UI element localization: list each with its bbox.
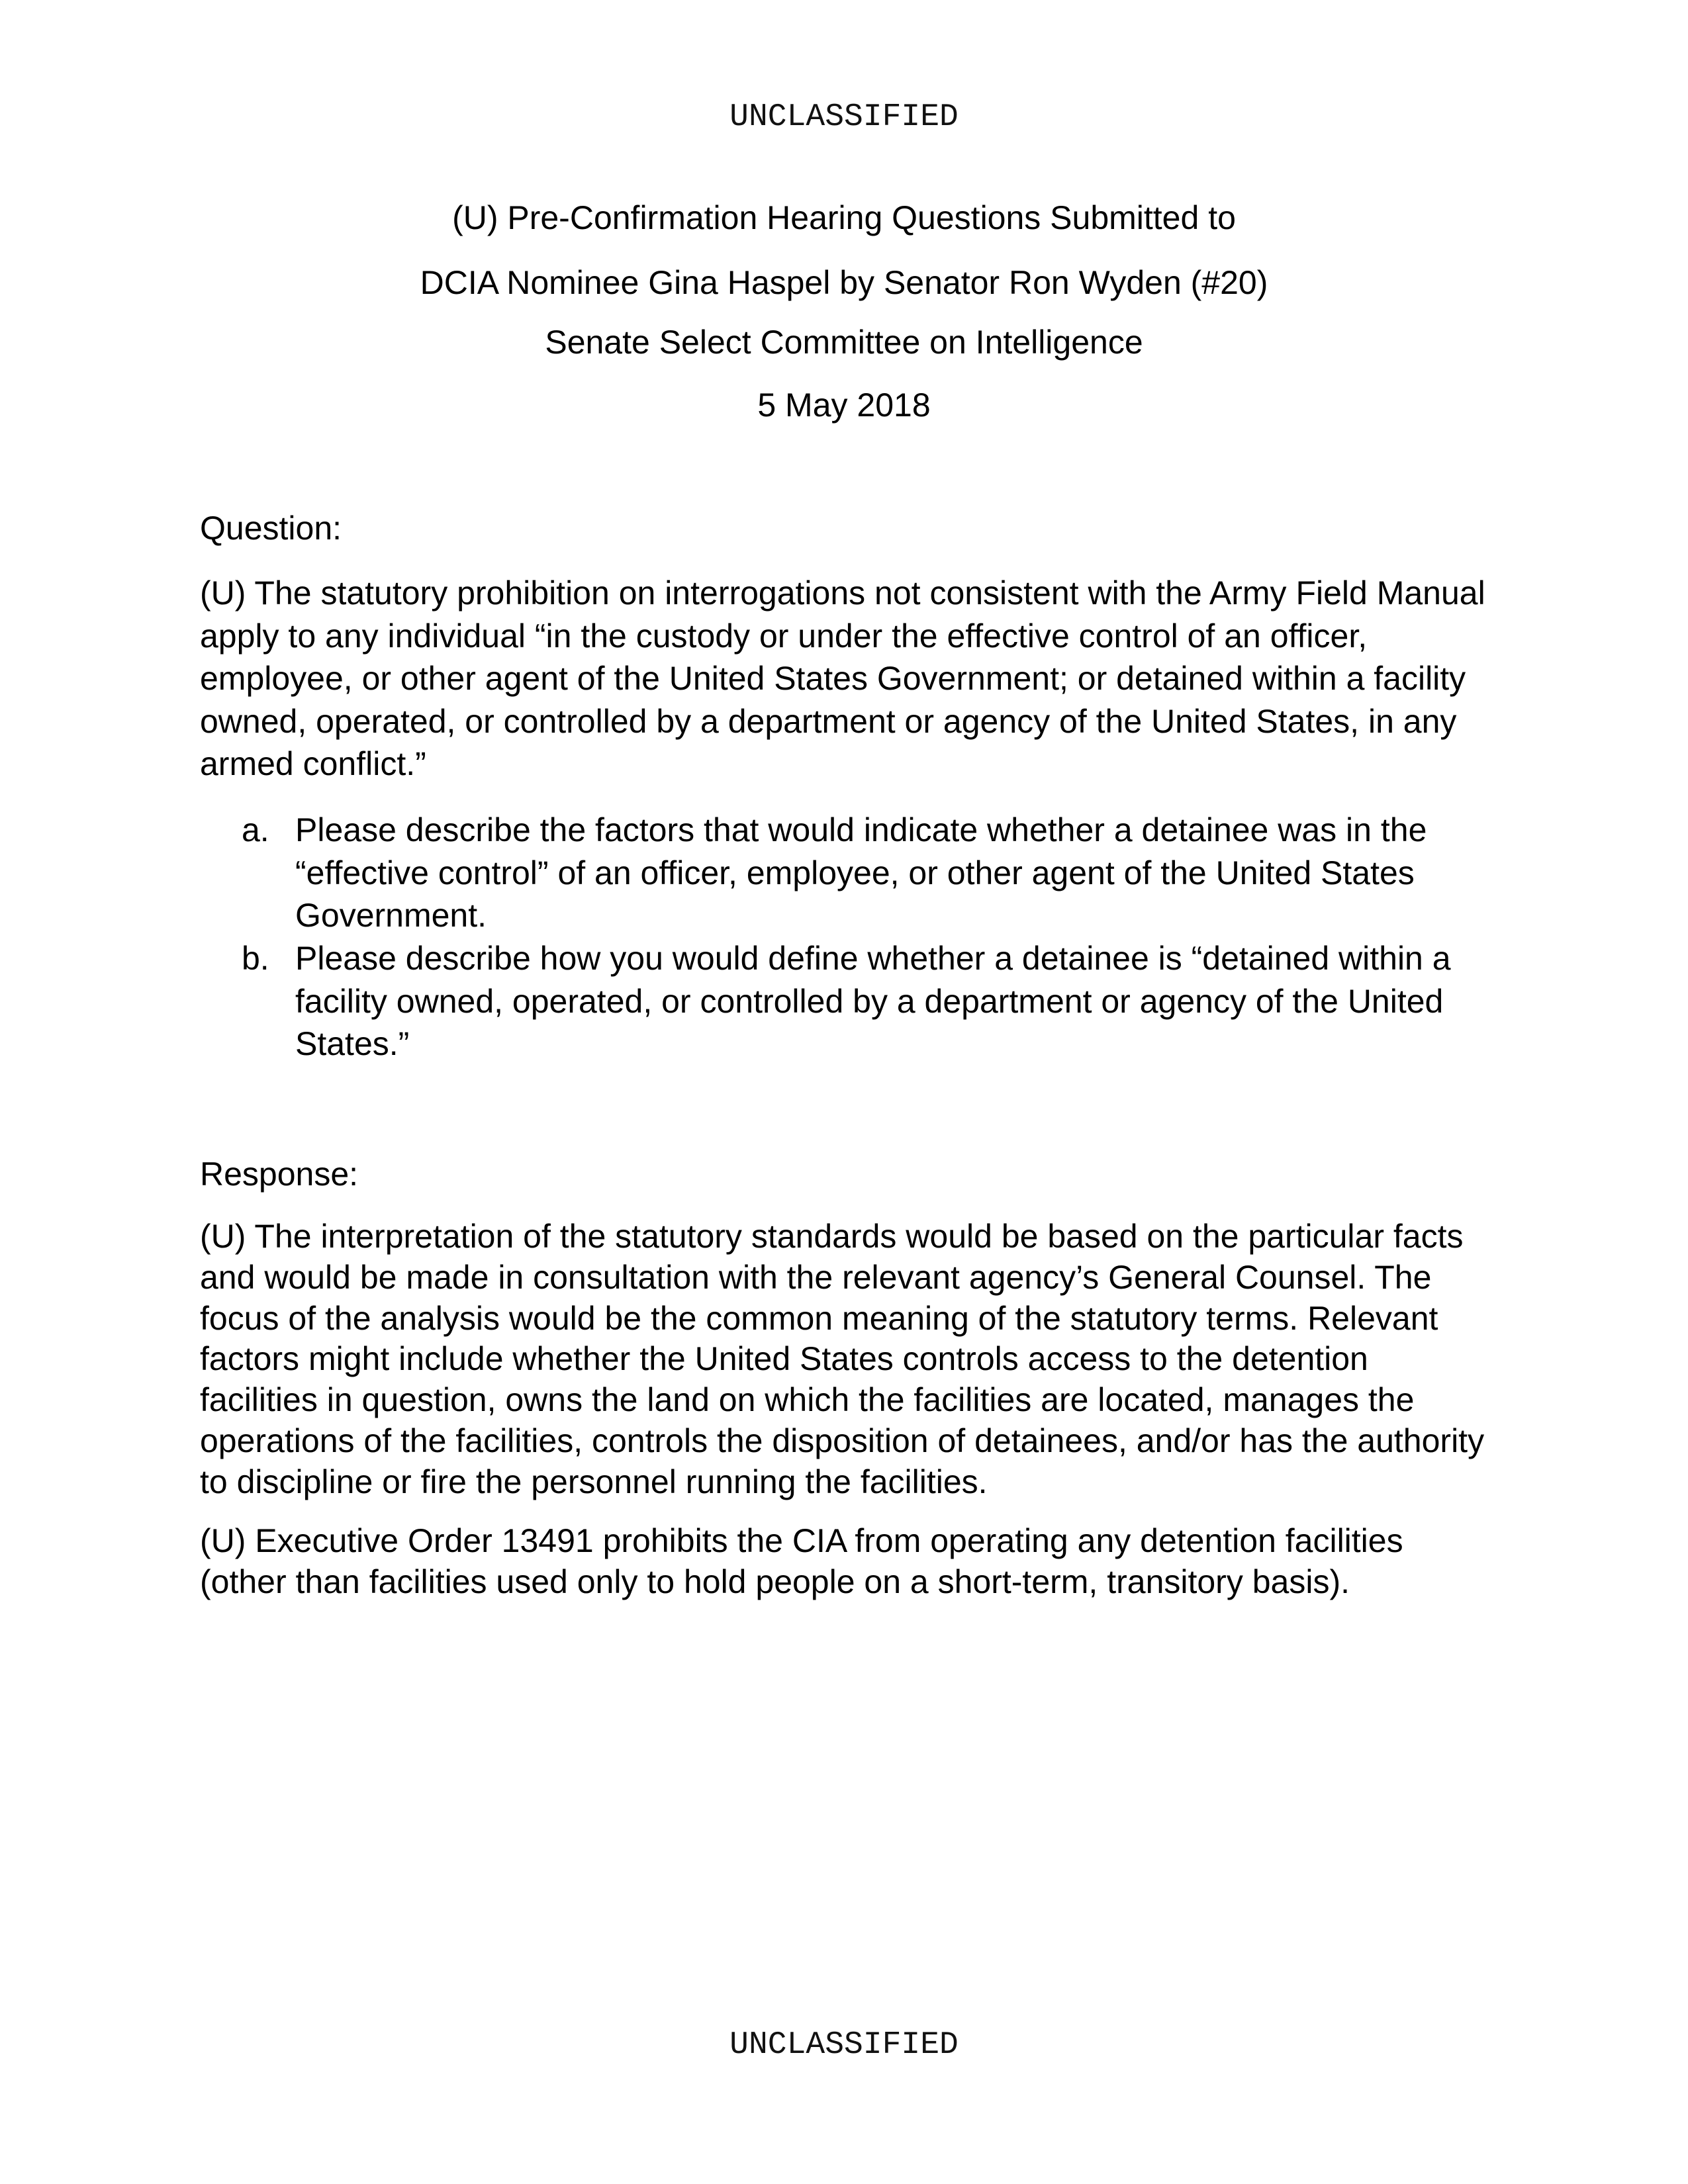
- question-heading: [200, 507, 342, 550]
- response-heading: [200, 1154, 358, 1195]
- paragraph-line: owned, operated, or controlled by a department or agency of the United States, in any: [200, 702, 1457, 740]
- paragraph-line: (U) The interpretation of the statutory standards would be based on the particular facts: [200, 1218, 1464, 1255]
- list-line: facility owned, operated, or controlled by a department or agency of the United: [295, 982, 1444, 1020]
- list-line: “effective control” of an officer, employee, or other agent of the United States: [295, 854, 1415, 891]
- title-line-1: (U) Pre-Confirmation Hearing Questions Submitted to: [452, 199, 1236, 236]
- paragraph-line: (U) Executive Order 13491 prohibits the CIA from operating any detention facilities: [200, 1522, 1403, 1559]
- paragraph-line: apply to any individual “in the custody or under the effective control of an officer,: [200, 617, 1368, 655]
- list-text: [295, 809, 1427, 937]
- response-heading-text: Response:: [200, 1156, 359, 1193]
- title-date: 5 May 2018: [757, 387, 931, 424]
- paragraph-line: to discipline or fire the personnel running the facilities.: [200, 1463, 988, 1500]
- list-line: Government.: [295, 897, 487, 934]
- paragraph-line: employee, or other agent of the United States Government; or detained within a facility: [200, 660, 1466, 698]
- paragraph-line: (other than facilities used only to hold people on a short-term, transitory basis).: [200, 1563, 1350, 1600]
- list-line: Please describe the factors that would indicate whether a detainee was in the: [295, 811, 1427, 848]
- response-paragraph-2: [200, 1521, 1403, 1603]
- paragraph-line: operations of the facilities, controls the disposition of detainees, and/or has the authority: [200, 1422, 1485, 1459]
- list-label: a.: [242, 811, 269, 848]
- paragraph-line: armed conflict.”: [200, 745, 426, 783]
- list-text: [295, 937, 1451, 1066]
- footer-classification-marking: UNCLASSIFIED: [729, 2027, 959, 2063]
- question-paragraph: [200, 572, 1485, 786]
- paragraph-line: (U) The statutory prohibition on interrogations not consistent with the Army Field Manual: [200, 574, 1485, 612]
- paragraph-line: and would be made in consultation with the relevant agency’s General Counsel. The: [200, 1258, 1432, 1296]
- response-paragraph-1: [200, 1216, 1484, 1503]
- title-line-2: DCIA Nominee Gina Haspel by Senator Ron Wyden (#20): [420, 264, 1268, 301]
- paragraph-line: focus of the analysis would be the common meaning of the statutory terms. Relevant: [200, 1299, 1438, 1337]
- paragraph-line: facilities in question, owns the land on which the facilities are located, manages the: [200, 1381, 1415, 1419]
- list-label: b.: [242, 940, 269, 977]
- header-classification-marking: UNCLASSIFIED: [729, 99, 959, 135]
- paragraph-line: factors might include whether the United States controls access to the detention: [200, 1340, 1368, 1378]
- question-heading-text: Question:: [200, 510, 342, 547]
- list-line: States.”: [295, 1025, 410, 1063]
- list-line: Please describe how you would define whether a detainee is “detained within a: [295, 940, 1451, 977]
- title-line-3: Senate Select Committee on Intelligence: [545, 324, 1143, 361]
